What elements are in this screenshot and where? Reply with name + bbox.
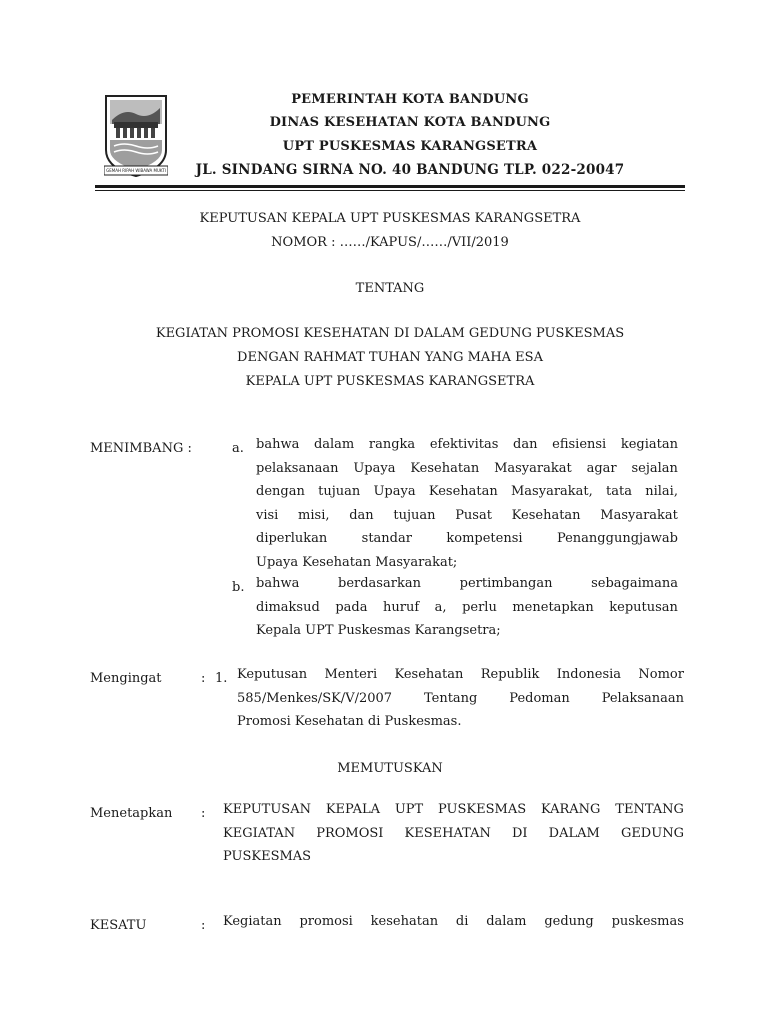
word: di: [455, 914, 469, 929]
kesatu-text: [223, 914, 684, 938]
word: tata: [606, 484, 632, 499]
menimbang-a-line: [256, 461, 678, 485]
menimbang-marker-b: b.: [232, 580, 245, 595]
kesatu-colon: :: [201, 918, 206, 933]
menimbang-a-line: [256, 437, 678, 461]
mengingat-colon: :: [201, 671, 206, 686]
word: berdasarkan: [338, 576, 421, 591]
word: huruf: [383, 599, 420, 615]
invocation: DENGAN RAHMAT TUHAN YANG MAHA ESA: [237, 350, 543, 365]
menimbang-a-line: Upaya Kesehatan Masyarakat;: [256, 554, 458, 570]
mengingat-item-1: [237, 667, 684, 738]
mengingat-line: Promosi Kesehatan di Puskesmas.: [237, 714, 462, 729]
word: standar: [361, 531, 412, 546]
word: Pedoman: [509, 690, 570, 706]
word: menetapkan: [512, 599, 594, 615]
word: Kesehatan: [511, 507, 581, 523]
word: Pusat: [455, 507, 492, 523]
word: kompetensi: [446, 531, 523, 546]
menimbang-a-line: [256, 484, 678, 508]
word: Upaya: [373, 484, 416, 499]
word: pelaksanaan: [256, 460, 339, 476]
menimbang-marker-a: a.: [232, 441, 244, 456]
tentang-heading: TENTANG: [355, 281, 425, 296]
word: agar: [586, 460, 617, 476]
bandung-emblem-icon: [104, 94, 168, 178]
word: perlu: [462, 599, 497, 615]
word: efisiensi: [552, 437, 607, 452]
word: Penanggungjawab: [556, 531, 678, 546]
letterhead-rule-thin: [95, 190, 685, 191]
word: pada: [335, 599, 368, 615]
word: Kegiatan: [223, 914, 282, 929]
decree-subject: KEGIATAN PROMOSI KESEHATAN DI DALAM GEDUNG PUSKESMAS: [155, 326, 625, 341]
word: KARANG: [540, 802, 601, 817]
word: tujuan: [393, 507, 436, 523]
word: promosi: [299, 914, 353, 929]
mengingat-marker: 1.: [215, 671, 228, 686]
menimbang-a-line: [256, 531, 678, 555]
menimbang-b-line: [256, 576, 678, 600]
word: dan: [513, 437, 538, 452]
word: sebagaimana: [591, 576, 678, 591]
word: tujuan: [318, 484, 361, 499]
mengingat-line: [237, 691, 684, 715]
word: dalam: [486, 914, 527, 929]
menetapkan-colon: :: [201, 806, 206, 821]
memutuskan-heading: MEMUTUSKAN: [337, 761, 443, 776]
word: gedung: [544, 914, 594, 929]
header-puskesmas: UPT PUSKESMAS KARANGSETRA: [282, 139, 538, 154]
menimbang-item-a: [256, 437, 678, 578]
menimbang-label: MENIMBANG :: [90, 441, 192, 456]
mengingat-label: Mengingat: [90, 671, 162, 686]
word: UPT: [394, 802, 424, 817]
menetapkan-line: [223, 802, 684, 826]
word: visi: [256, 507, 279, 523]
word: misi,: [298, 507, 330, 523]
word: KESEHATAN: [404, 825, 491, 841]
word: KEPALA: [325, 802, 380, 817]
word: Pelaksanaan: [601, 690, 684, 706]
kesatu-line: [223, 914, 684, 938]
word: PUSKESMAS: [438, 802, 527, 817]
word: Kesehatan: [410, 460, 480, 476]
word: KEGIATAN: [223, 825, 296, 841]
word: dan: [349, 507, 374, 523]
word: Masyarakat,: [511, 484, 593, 499]
word: TENTANG: [615, 802, 684, 817]
word: Kesehatan: [428, 484, 498, 499]
decree-number: NOMOR : ……/KAPUS/……/VII/2019: [271, 235, 509, 250]
menimbang-a-line: [256, 508, 678, 532]
word: kegiatan: [620, 437, 678, 452]
menimbang-item-b: [256, 576, 678, 647]
header-department: DINAS KESEHATAN KOTA BANDUNG: [269, 115, 551, 130]
menimbang-b-line: Kepala UPT Puskesmas Karangsetra;: [256, 623, 501, 638]
word: rangka: [368, 437, 416, 452]
word: KEPUTUSAN: [223, 802, 311, 817]
menimbang-b-line: [256, 600, 678, 624]
word: sejalan: [631, 460, 678, 476]
header-address: JL. SINDANG SIRNA NO. 40 BANDUNG TLP. 022-20047: [195, 162, 625, 178]
header-government: PEMERINTAH KOTA BANDUNG: [291, 92, 529, 107]
letterhead-rule-thick: [95, 185, 685, 188]
menetapkan-line: PUSKESMAS: [223, 849, 312, 864]
word: dimaksud: [256, 599, 320, 615]
word: Nomor: [638, 667, 684, 682]
word: efektivitas: [429, 437, 499, 452]
word: puskesmas: [611, 914, 684, 929]
kesatu-label: KESATU: [90, 918, 147, 933]
menetapkan-line: [223, 826, 684, 850]
issuer-title: KEPALA UPT PUSKESMAS KARANGSETRA: [245, 374, 535, 389]
word: kesehatan: [370, 914, 439, 929]
word: Upaya: [353, 460, 396, 476]
decree-title: KEPUTUSAN KEPALA UPT PUSKESMAS KARANGSETRA: [199, 211, 581, 226]
word: Menteri: [324, 667, 378, 682]
word: dengan: [256, 484, 305, 499]
word: DI: [512, 825, 528, 841]
word: Indonesia: [556, 667, 622, 682]
word: PROMOSI: [316, 825, 384, 841]
word: Kesehatan: [394, 667, 464, 682]
word: Republik: [480, 667, 540, 682]
word: Keputusan: [237, 667, 308, 682]
mengingat-line: [237, 667, 684, 691]
word: bahwa: [256, 576, 300, 591]
menetapkan-label: Menetapkan: [90, 806, 173, 821]
city-emblem-logo: [104, 94, 168, 178]
word: dalam: [313, 437, 355, 452]
word: diperlukan: [256, 531, 328, 546]
word: Masyarakat: [600, 507, 678, 523]
word: Tentang: [423, 690, 478, 706]
word: a,: [434, 599, 447, 615]
menetapkan-text: [223, 802, 684, 873]
word: DALAM: [548, 825, 600, 841]
word: bahwa: [256, 437, 300, 452]
word: Masyarakat: [494, 460, 572, 476]
word: nilai,: [645, 484, 678, 499]
word: pertimbangan: [459, 576, 553, 591]
word: 585/Menkes/SK/V/2007: [237, 690, 393, 706]
word: GEDUNG: [620, 825, 684, 841]
word: keputusan: [609, 599, 678, 615]
logo-motto: GEMAH RIPAH WIBAWA MUKTI: [106, 168, 166, 173]
